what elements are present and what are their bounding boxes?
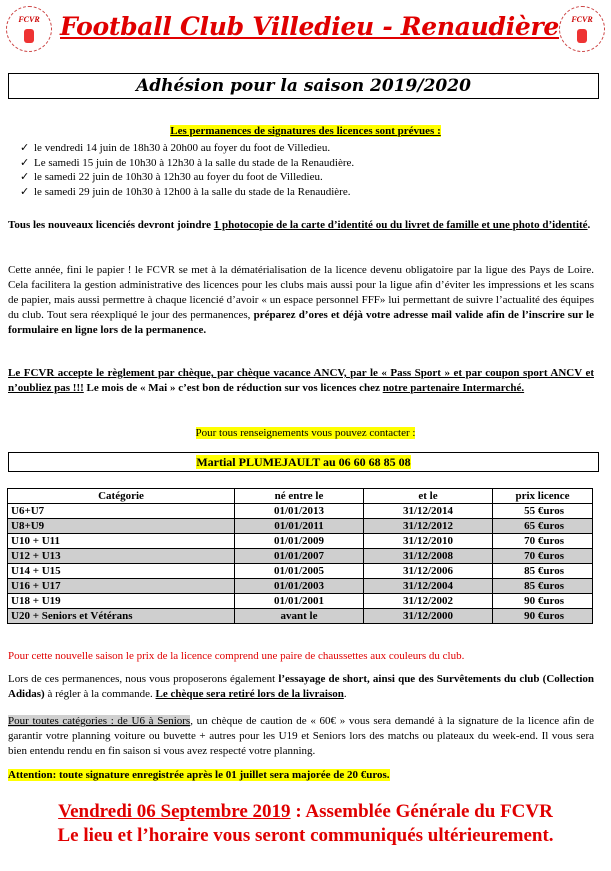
club-logo-right xyxy=(559,6,605,52)
general-assembly-notice: Vendredi 06 Septembre 2019 : Assemblée Générale du FCVR Le lieu et l’horaire vous seront communiqués ultérieurement. xyxy=(57,801,554,846)
deposit-paragraph: Pour toutes catégories : de U6 à Seniors, un chèque de caution de « 60€ » vous sera demandé à la signature de la licence afin de garantir votre planning voiture ou buvette + autres pour les U19 et Seniors lors des matchs ou plateaux du week-end. Il vous sera bien entendu rendu en fin saison si vous avez respecté votre planning. xyxy=(8,715,595,757)
price-table xyxy=(7,488,593,624)
late-signature-warning: Attention: toute signature enregistrée après le 01 juillet sera majorée de 20 €uros. xyxy=(8,769,390,781)
contact-box: Martial PLUMEJAULT au 06 60 68 85 08 xyxy=(8,452,599,472)
socks-note: Pour cette nouvelle saison le prix de la licence comprend une paire de chaussettes aux couleurs du club. xyxy=(8,650,465,662)
documents-paragraph: Tous les nouveaux licenciés devront joindre 1 photocopie de la carte d’identité ou du livret de famille et une photo d’identité. xyxy=(8,219,591,231)
check-icon: ✓ xyxy=(20,156,30,169)
table-header-row: Catégorie né entre le et le prix licence xyxy=(8,489,593,504)
logo-text: FCVR xyxy=(18,15,40,24)
table-row: U20 + Seniors et Vétérans avant le 31/12/2000 90 €uros xyxy=(8,609,593,624)
list-item: ✓ le vendredi 14 juin de 18h30 à 20h00 au foyer du foot de Villedieu. xyxy=(20,142,331,154)
paperless-paragraph: Cette année, fini le papier ! le FCVR se met à la dématérialisation de la licence devenu obligatoire par la ligue des Pays de Loire. Cela facilitera la gestion administrative des licences pour les clubs mais aussi pour la ligue afin d’éviter les impressions et les scans de papier, mais aussi permettre à chaque licencié d’avoir « un espace personnel FFF» lui permettant de suivre l’actualité des équipes du club. Tout sera réexpliqué le jour des permanences, préparez d’ores et déjà votre adresse mail valide afin de l’inscrire sur le formulaire en ligne lors de la permanence. xyxy=(8,264,594,336)
table-row: U6+U7 01/01/2013 31/12/2014 55 €uros xyxy=(8,504,593,519)
shorts-paragraph: Lors de ces permanences, nous vous proposerons également l’essayage de short, ainsi que des Survêtements du club (Collection Adidas) à régler à la commande. Le chèque sera retiré lors de la livraison. xyxy=(8,673,594,700)
table-row: U18 + U19 01/01/2001 31/12/2002 90 €uros xyxy=(8,594,593,609)
list-item: ✓ Le samedi 15 juin de 10h30 à 12h30 à la salle du stade de la Renaudière. xyxy=(20,156,355,169)
list-item: ✓ le samedi 29 juin de 10h30 à 12h00 à la salle du stade de la Renaudière. xyxy=(20,185,351,198)
table-row: U14 + U15 01/01/2005 31/12/2006 85 €uros xyxy=(8,564,593,579)
list-item: ✓ le samedi 22 juin de 10h30 à 12h30 au foyer du foot de Villedieu. xyxy=(20,171,323,183)
payment-paragraph: Le FCVR accepte le règlement par chèque, par chèque vacance ANCV, par le « Pass Sport » et par coupon sport ANCV et n’oubliez pas !!! Le mois de « Mai » c’est bon de réduction sur vos licences chez notre partenaire Intermarché. xyxy=(8,367,594,394)
table-row: U10 + U11 01/01/2009 31/12/2010 70 €uros xyxy=(8,534,593,549)
table-row: U12 + U13 01/01/2007 31/12/2008 70 €uros xyxy=(8,549,593,564)
club-logo-left xyxy=(6,6,52,52)
permanences-title: Les permanences de signatures des licences sont prévues : xyxy=(170,125,441,137)
table-row: U8+U9 01/01/2011 31/12/2012 65 €uros xyxy=(8,519,593,534)
permanences-list xyxy=(20,141,354,199)
table-row: U16 + U17 01/01/2003 31/12/2004 85 €uros xyxy=(8,579,593,594)
logo-text: FCVR xyxy=(571,15,593,24)
club-title: Football Club Villedieu - Renaudière xyxy=(60,12,560,41)
check-icon: ✓ xyxy=(20,185,30,198)
contact-intro: Pour tous renseignements vous pouvez contacter : xyxy=(195,427,416,439)
check-icon: ✓ xyxy=(20,171,30,183)
season-title: Adhésion pour la saison 2019/2020 xyxy=(8,73,599,99)
check-icon: ✓ xyxy=(20,142,30,154)
